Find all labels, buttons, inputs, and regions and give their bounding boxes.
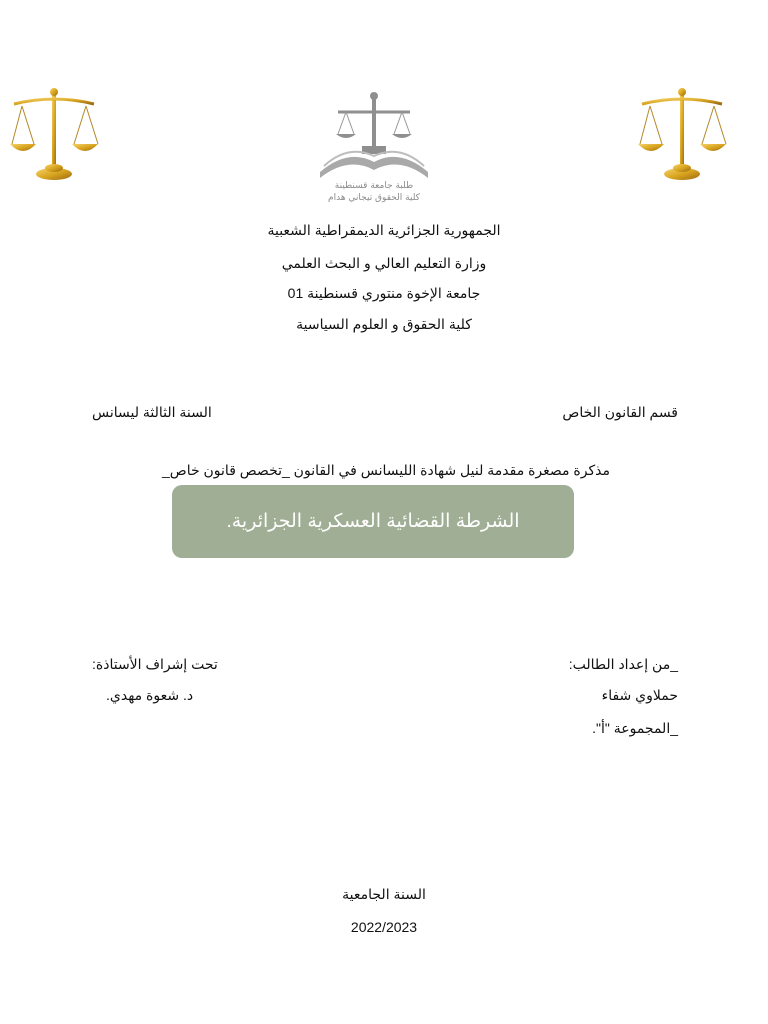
faculty-logo xyxy=(312,90,436,204)
academic-year-value: 2022/2023 xyxy=(350,919,418,935)
year-level-label: السنة الثالثة ليسانس xyxy=(92,404,212,420)
memo-title-box xyxy=(172,485,574,558)
memo-subtitle: مذكرة مصغرة مقدمة لنيل شهادة الليسانس في القانون _تخصص قانون خاص_ xyxy=(162,462,610,478)
logo-text-line2: كلية الحقوق تيجاني هدام xyxy=(328,193,420,203)
student-name: حملاوي شفاء xyxy=(601,687,678,703)
logo-text-line1: طلبة جامعة قسنطينة xyxy=(334,181,414,191)
memo-title: الشرطة القضائية العسكرية الجزائرية. xyxy=(226,511,520,532)
supervisor-label: تحت إشراف الأستاذة: xyxy=(92,656,218,672)
scales-of-justice-icon-left xyxy=(8,88,100,182)
supervisor-name: د. شعوة مهدي. xyxy=(106,687,194,703)
republic-name: الجمهورية الجزائرية الديمقراطية الشعبية xyxy=(267,222,501,238)
ministry-name: وزارة التعليم العالي و البحث العلمي xyxy=(281,255,487,271)
university-name: جامعة الإخوة منتوري قسنطينة 01 xyxy=(287,285,481,301)
student-label: _من إعداد الطالب: xyxy=(568,656,678,672)
academic-year-label: السنة الجامعية xyxy=(342,886,426,902)
student-group: _المجموعة "أ". xyxy=(592,720,678,736)
scales-of-justice-icon-right xyxy=(636,88,728,182)
faculty-name: كلية الحقوق و العلوم السياسية xyxy=(296,316,472,332)
department-label: قسم القانون الخاص xyxy=(562,404,678,420)
